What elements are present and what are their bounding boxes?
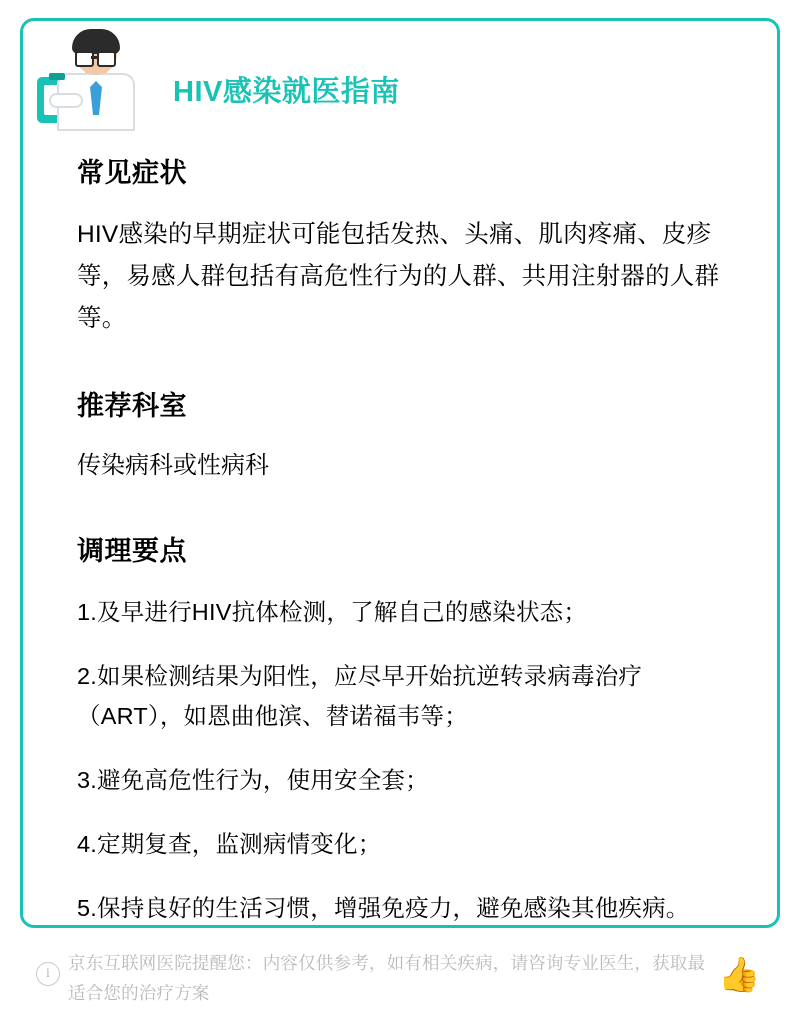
- care-item: 2.如果检测结果为阳性，应尽早开始抗逆转录病毒治疗（ART），如恩曲他滨、替诺福韦等；: [77, 663, 643, 729]
- thumbs-up-icon[interactable]: 👍: [718, 956, 761, 994]
- department-text: 传染病科或性病科: [77, 452, 269, 479]
- symptoms-text: HIV感染的早期症状可能包括发热、头痛、肌肉疼痛、皮疹等，易感人群包括有高危性行为的人群、共用注射器的人群等。: [77, 221, 720, 332]
- glasses-bridge: [91, 56, 98, 59]
- glasses-right-lens: [97, 51, 116, 67]
- info-icon: i: [36, 962, 60, 986]
- disclaimer-text: 京东互联网医院提醒您：内容仅供参考，如有相关疾病，请咨询专业医生，获取最适合您的治疗方案: [68, 953, 706, 1003]
- glasses-left-lens: [75, 51, 94, 67]
- care-item: 3.避免高危性行为，使用安全套；: [77, 767, 429, 793]
- footer: [20, 940, 780, 1020]
- care-heading: 调理要点: [77, 536, 187, 566]
- guide-card: [20, 18, 780, 928]
- care-item: 4.定期复查，监测病情变化；: [77, 831, 382, 857]
- clipboard-clip: [49, 73, 65, 80]
- care-item: 1.及早进行HIV抗体检测，了解自己的感染状态；: [77, 599, 588, 625]
- department-heading: 推荐科室: [77, 391, 187, 421]
- symptoms-heading: 常见症状: [77, 158, 187, 188]
- arm: [49, 93, 83, 108]
- guide-content: [77, 151, 737, 928]
- doctor-avatar-icon: [35, 31, 147, 131]
- care-item: 5.保持良好的生活习惯，增强免疫力，避免感染其他疾病。: [77, 895, 690, 921]
- page-title: HIV感染就医指南: [173, 76, 400, 108]
